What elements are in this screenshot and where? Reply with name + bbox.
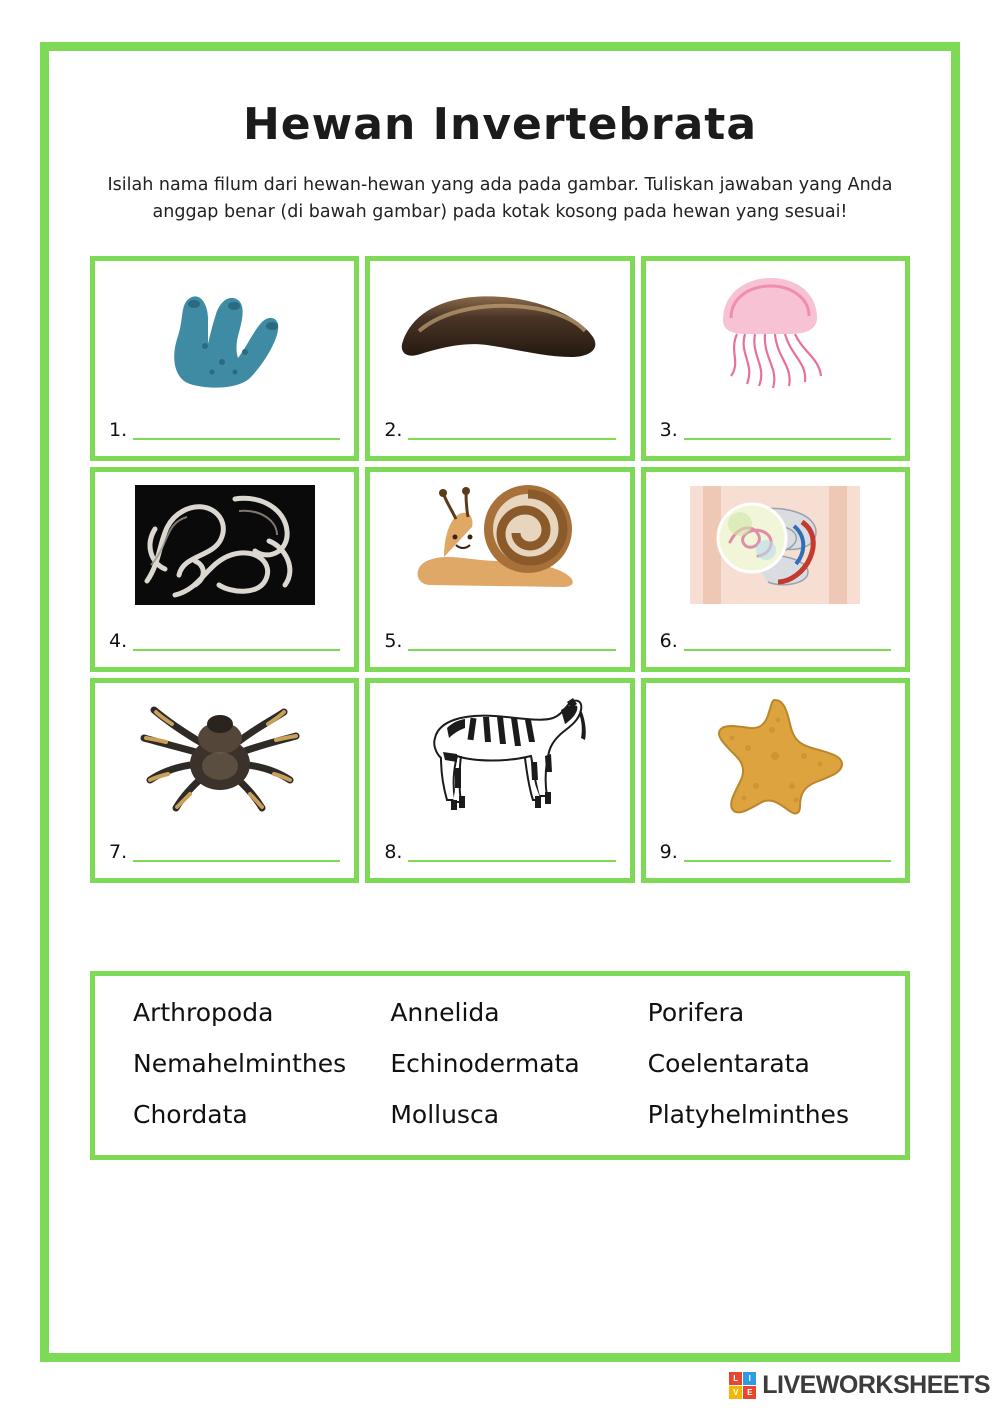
liveworksheets-logo-icon bbox=[729, 1372, 756, 1399]
answer-input-1[interactable] bbox=[133, 420, 340, 440]
starfish-photo bbox=[646, 691, 905, 821]
answer-row-4 bbox=[95, 631, 354, 667]
word-bank-item[interactable]: Mollusca bbox=[390, 1100, 500, 1130]
roundworms-photo bbox=[95, 480, 354, 610]
answer-input-8[interactable] bbox=[408, 842, 615, 862]
word-bank-grid bbox=[95, 998, 905, 1129]
zebra-illustration bbox=[370, 691, 629, 821]
worksheet-page bbox=[40, 42, 960, 1362]
word-bank-item[interactable]: Platyhelminthes bbox=[647, 1100, 849, 1130]
answer-input-5[interactable] bbox=[408, 631, 615, 651]
answer-row-3 bbox=[646, 420, 905, 456]
logo-letter: I bbox=[743, 1372, 756, 1385]
word-bank-item[interactable]: Coelentarata bbox=[647, 1049, 810, 1079]
question-card-5[interactable] bbox=[365, 467, 634, 672]
word-bank-item[interactable]: Porifera bbox=[647, 998, 745, 1028]
answer-input-2[interactable] bbox=[408, 420, 615, 440]
question-card-2[interactable] bbox=[365, 256, 634, 461]
question-number: 5. bbox=[384, 630, 403, 653]
question-card-7[interactable] bbox=[90, 678, 359, 883]
logo-letter: E bbox=[743, 1386, 756, 1399]
logo-letter: L bbox=[729, 1372, 742, 1385]
question-number: 1. bbox=[109, 419, 128, 442]
answer-input-9[interactable] bbox=[684, 842, 891, 862]
answer-row-2 bbox=[370, 420, 629, 456]
word-bank bbox=[90, 971, 910, 1160]
question-number: 2. bbox=[384, 419, 403, 442]
answer-input-7[interactable] bbox=[133, 842, 340, 862]
question-card-6[interactable] bbox=[641, 467, 910, 672]
question-card-9[interactable] bbox=[641, 678, 910, 883]
answer-input-4[interactable] bbox=[133, 631, 340, 651]
question-card-8[interactable] bbox=[365, 678, 634, 883]
page-title: Hewan Invertebrata bbox=[242, 99, 758, 150]
question-card-3[interactable] bbox=[641, 256, 910, 461]
answer-row-8 bbox=[370, 842, 629, 878]
tapeworm-in-intestine-diagram bbox=[646, 480, 905, 610]
question-card-1[interactable] bbox=[90, 256, 359, 461]
answer-row-7 bbox=[95, 842, 354, 878]
word-bank-item[interactable]: Annelida bbox=[390, 998, 500, 1028]
question-number: 3. bbox=[659, 419, 678, 442]
question-number: 8. bbox=[384, 841, 403, 864]
question-number: 7. bbox=[109, 841, 128, 864]
jellyfish-illustration bbox=[646, 269, 905, 399]
liveworksheets-footer bbox=[729, 1371, 990, 1400]
answer-row-9 bbox=[646, 842, 905, 878]
question-number: 9. bbox=[659, 841, 678, 864]
question-grid bbox=[90, 256, 910, 883]
question-number: 6. bbox=[659, 630, 678, 653]
answer-row-5 bbox=[370, 631, 629, 667]
answer-input-3[interactable] bbox=[684, 420, 891, 440]
answer-row-1 bbox=[95, 420, 354, 456]
leech-illustration bbox=[370, 269, 629, 399]
instructions-text: Isilah nama filum dari hewan-hewan yang ada pada gambar. Tuliskan jawaban yang Anda anggap benar (di bawah gambar) pada kotak kosong pada hewan yang sesuai! bbox=[107, 175, 893, 223]
question-number: 4. bbox=[109, 630, 128, 653]
liveworksheets-brand-text: LIVEWORKSHEETS bbox=[762, 1371, 990, 1399]
answer-row-6 bbox=[646, 631, 905, 667]
word-bank-item[interactable]: Chordata bbox=[133, 1100, 248, 1130]
word-bank-item[interactable]: Arthropoda bbox=[133, 998, 274, 1028]
snail-illustration bbox=[370, 480, 629, 610]
tarantula-photo bbox=[95, 691, 354, 821]
sponge-illustration bbox=[95, 269, 354, 399]
question-card-4[interactable] bbox=[90, 467, 359, 672]
word-bank-item[interactable]: Echinodermata bbox=[390, 1049, 580, 1079]
logo-letter: V bbox=[729, 1386, 742, 1399]
answer-input-6[interactable] bbox=[684, 631, 891, 651]
word-bank-item[interactable]: Nemahelminthes bbox=[133, 1049, 347, 1079]
